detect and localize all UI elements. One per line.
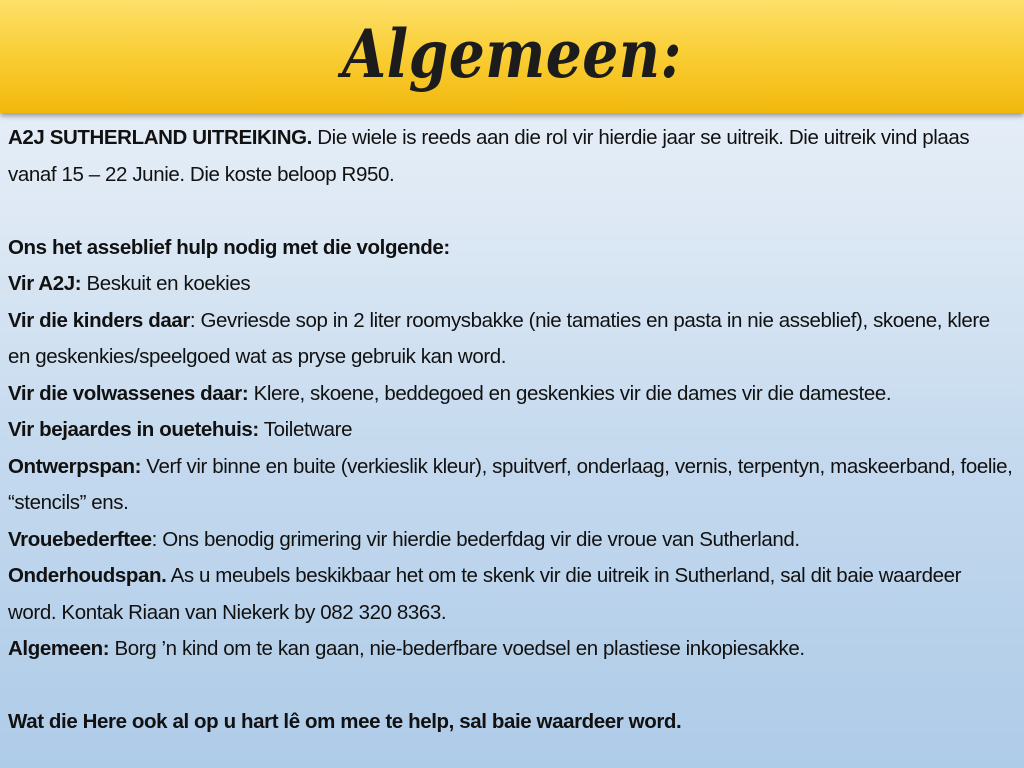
item-label: Vir die kinders daar	[8, 308, 190, 332]
spacer	[8, 193, 1014, 230]
item-text: Klere, skoene, beddegoed en geskenkies vir die dames vir die damestee.	[248, 381, 892, 405]
item-text: Toiletware	[258, 418, 353, 441]
item-text: : Gevriesde sop in 2 liter roomysbakke (nie tamaties en pasta in nie asseblief), skoene, klere en geskenkies/speelgoed wat as pryse gebruik kan word.	[8, 308, 990, 368]
list-item-kinders	[8, 303, 1014, 376]
item-label: Onderhoudspan.	[8, 564, 167, 587]
intro-paragraph	[8, 120, 1014, 193]
page-title: Algemeen:	[342, 15, 682, 93]
item-label: Vir A2J:	[8, 272, 82, 295]
closing-line: Wat die Here ook al op u hart lê om mee te help, sal baie waardeer word.	[8, 710, 682, 733]
title-banner	[0, 0, 1024, 113]
content-body	[8, 120, 1014, 741]
intro-text: Die wiele is reeds aan die rol vir hierdie jaar se uitreik. Die uitreik vind plaas vanaf 15 – 22 Junie. Die koste beloop R950.	[8, 126, 970, 186]
item-label: Ontwerpspan:	[8, 454, 142, 478]
list-item-a2j	[8, 266, 1014, 303]
item-label: Vir bejaardes in ouetehuis:	[8, 418, 259, 441]
list-item-volwassenes	[8, 376, 1014, 413]
item-text: As u meubels beskikbaar het om te skenk vir die uitreik in Sutherland, sal dit baie waardeer word. Kontak Riaan van Niekerk by 082 320 8363.	[8, 564, 962, 624]
list-item-onderhoudspan	[8, 558, 1014, 631]
item-label: Vrouebederftee	[8, 527, 152, 551]
item-text: Verf vir binne en buite (verkieslik kleur), spuitverf, onderlaag, vernis, terpentyn, maskeerband, foelie, “stencils” ens.	[8, 454, 1013, 514]
list-item-algemeen	[8, 631, 1014, 668]
help-heading: Ons het asseblief hulp nodig met die volgende:	[8, 235, 450, 259]
list-item-vrouebederftee	[8, 522, 1014, 559]
item-text: Beskuit en koekies	[81, 272, 251, 295]
item-text: : Ons benodig grimering vir hierdie bederfdag vir die vroue van Sutherland.	[151, 527, 800, 551]
intro-heading: A2J SUTHERLAND UITREIKING.	[8, 126, 312, 149]
spacer	[8, 668, 1014, 705]
item-label: Algemeen:	[8, 637, 110, 660]
item-text: Borg ’n kind om te kan gaan, nie-bederfbare voedsel en plastiese inkopiesakke.	[109, 637, 805, 660]
item-label: Vir die volwassenes daar:	[8, 381, 249, 405]
list-item-bejaardes	[8, 412, 1014, 449]
list-item-ontwerpspan	[8, 449, 1014, 522]
